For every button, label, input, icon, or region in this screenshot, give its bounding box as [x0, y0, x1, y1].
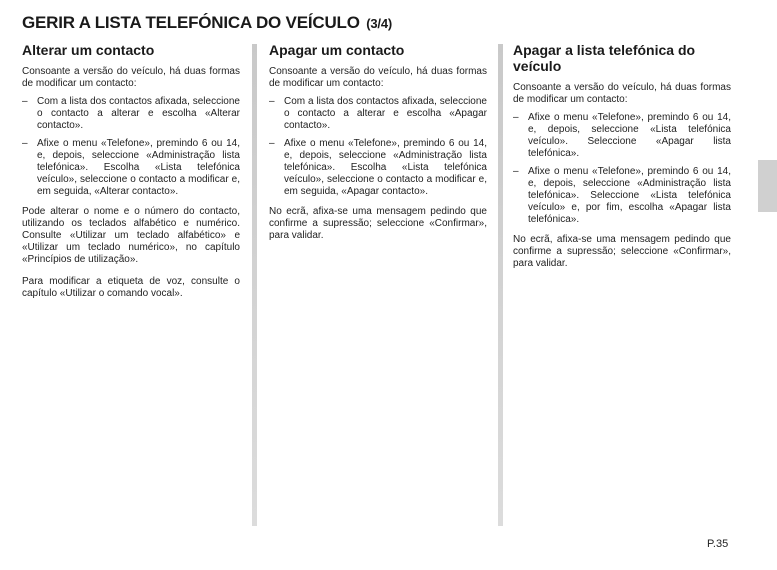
section-title: Apagar um contacto [269, 42, 405, 58]
instruction-list [269, 96, 487, 198]
page-title [22, 13, 392, 33]
section-apagar-lista [513, 42, 731, 276]
list-item [269, 138, 487, 198]
list-item-text: Afixe o menu «Telefone», premindo 6 ou 14, e, depois, seleccione «Lista telefónica veículo». Seleccione «Apagar lista telefónica». [528, 112, 731, 159]
section-intro: Consoante a versão do veículo, há duas formas de modificar um contacto: [269, 66, 487, 89]
list-item [513, 166, 731, 226]
page-title-part: (3/4) [366, 16, 392, 31]
chapter-thumb-tab [758, 160, 777, 212]
list-item [513, 112, 731, 160]
section-intro: Consoante a versão do veículo, há duas formas de modificar um contacto: [22, 66, 240, 89]
list-item-text: Com a lista dos contactos afixada, seleccione o contacto a alterar e escolha «Alterar contacto». [37, 96, 240, 131]
list-dash: – [269, 138, 275, 149]
instruction-list [513, 112, 731, 226]
section-apagar-contacto [269, 42, 487, 248]
list-item [22, 138, 240, 198]
list-item [22, 96, 240, 132]
list-item-text: Afixe o menu «Telefone», premindo 6 ou 14, e, depois, seleccione «Administração lista telefónica». Escolha «Lista telefónica veículo», seleccione o contacto a modificar e, em seguida, «Alterar contacto». [37, 138, 240, 197]
section-title: Alterar um contacto [22, 42, 155, 58]
list-dash: – [269, 96, 275, 107]
section-intro: Consoante a versão do veículo, há duas formas de modificar um contacto: [513, 82, 731, 105]
page-number: P.35 [707, 538, 729, 550]
body-paragraph: Para modificar a etiqueta de voz, consulte o capítulo «Utilizar o comando vocal». [22, 276, 240, 299]
body-paragraph: Pode alterar o nome e o número do contacto, utilizando os teclados alfabético e numérico. Consulte «Utilizar um teclado alfabético» e «Utilizar um teclado numérico», no capítulo «Princípios de utilização». [22, 206, 240, 265]
list-dash: – [513, 112, 519, 123]
section-title: Apagar a lista telefónica do veículo [513, 42, 696, 74]
instruction-list [22, 96, 240, 198]
list-item-text: Afixe o menu «Telefone», premindo 6 ou 14, e, depois, seleccione «Administração lista telefónica». Escolha «Lista telefónica veículo», seleccione o contacto a modificar e, em seguida, «Apagar contacto». [284, 138, 487, 197]
list-dash: – [22, 138, 28, 149]
list-item [269, 96, 487, 132]
column-divider-bar [252, 44, 257, 526]
page-title-text: GERIR A LISTA TELEFÓNICA DO VEÍCULO [22, 13, 360, 32]
list-item-text: Afixe o menu «Telefone», premindo 6 ou 14, e, depois, seleccione «Administração lista telefónica». Seleccione «Lista telefónica veículo» e, por fim, escolha «Apagar lista telefónica». [528, 166, 731, 225]
body-paragraph: No ecrã, afixa-se uma mensagem pedindo que confirme a supressão; seleccione «Confirmar», para validar. [269, 206, 487, 241]
body-paragraph: No ecrã, afixa-se uma mensagem pedindo que confirme a supressão; seleccione «Confirmar», para validar. [513, 234, 731, 269]
list-dash: – [22, 96, 28, 107]
list-dash: – [513, 166, 519, 177]
column-divider-bar [498, 44, 503, 526]
list-item-text: Com a lista dos contactos afixada, seleccione o contacto a alterar e escolha «Apagar contacto». [284, 96, 487, 131]
section-alterar-contacto [22, 42, 240, 306]
